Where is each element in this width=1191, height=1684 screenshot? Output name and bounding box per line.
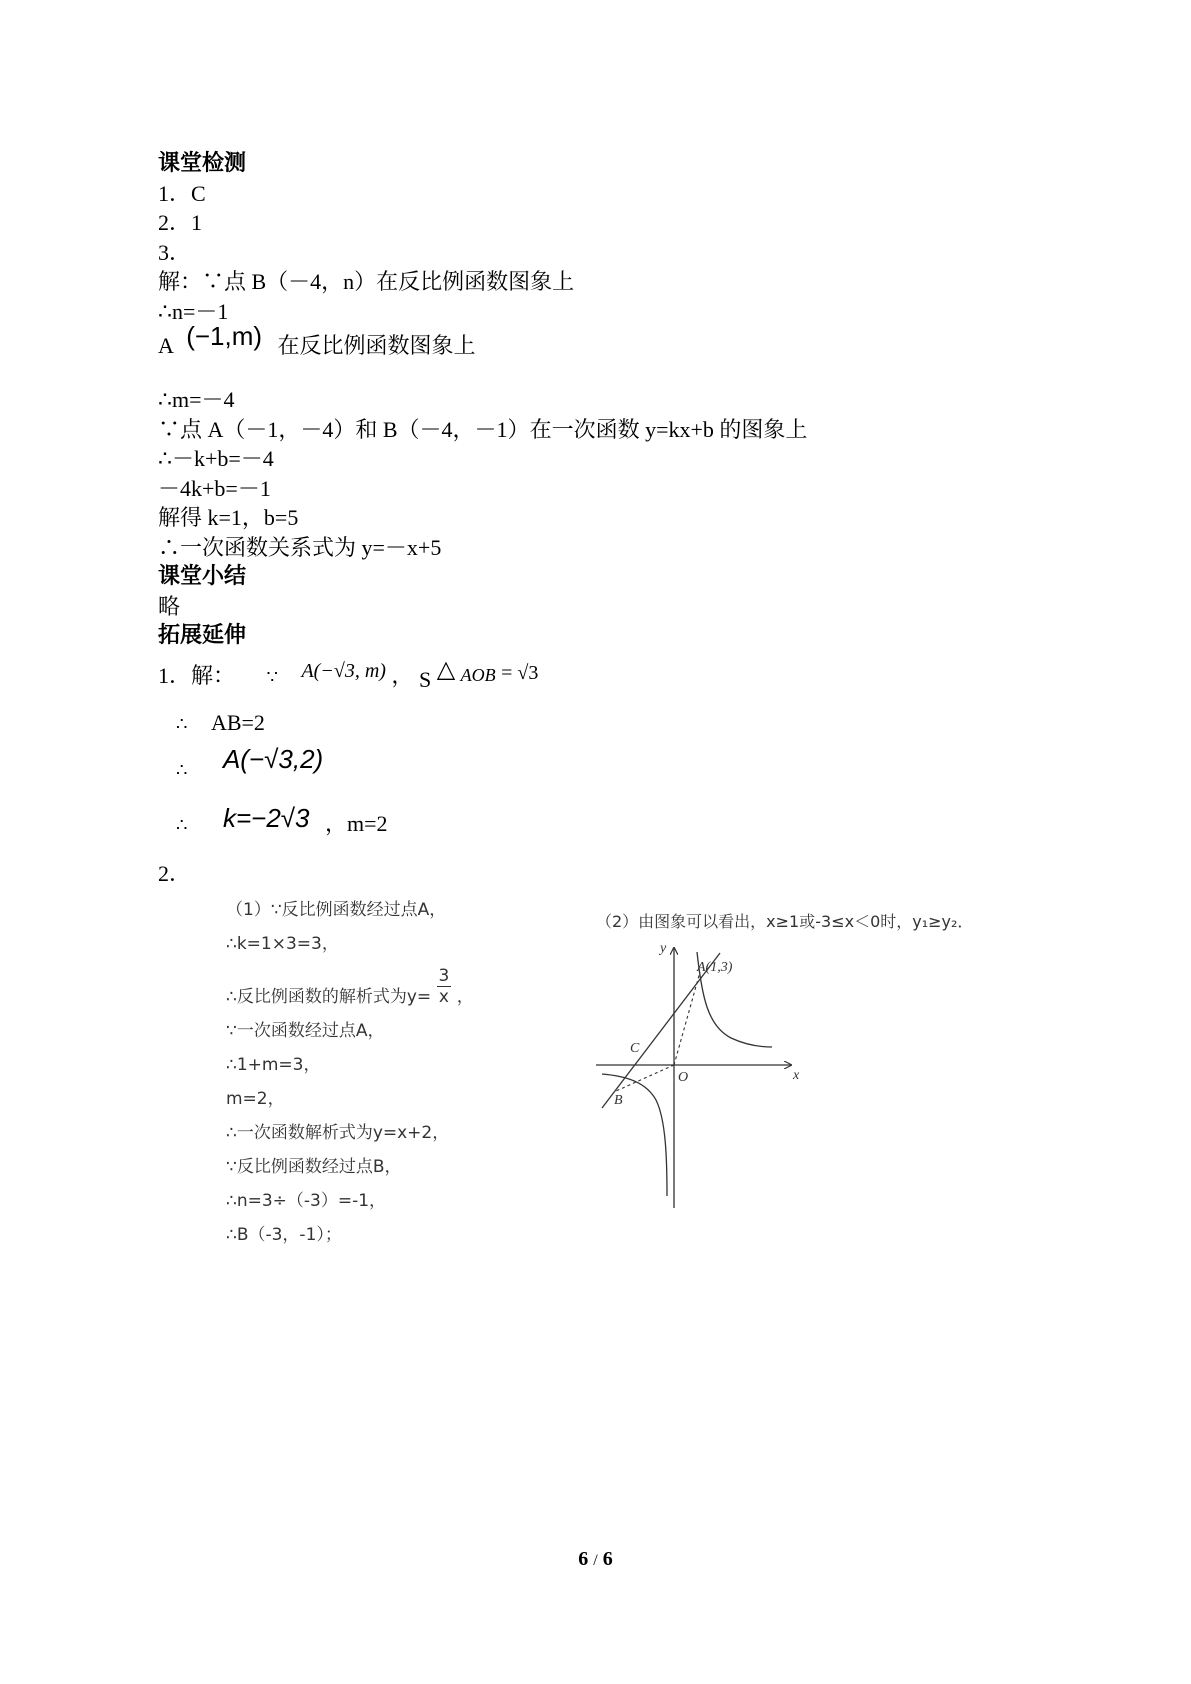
point-b-label: B	[614, 1093, 623, 1108]
problem-1-line-3	[176, 744, 324, 780]
p2-part-2: （2）由图象可以看出，x≥1或-3≤x＜0时，y₁≥y₂．	[596, 912, 974, 931]
triangle-aob: AOB	[460, 665, 496, 685]
page-separator: /	[593, 1552, 598, 1569]
because-symbol: ∵	[266, 667, 278, 687]
y-axis-label: y	[660, 941, 667, 956]
solution-line-1: 解：∵点 B（－4，n）在反比例函数图象上	[158, 269, 575, 294]
p2-step-8: ∵反比例函数经过点B，	[226, 1157, 402, 1177]
ab-equals-2: AB=2	[210, 710, 265, 735]
point-a-sqrt3-m: A(−√3, m)	[301, 660, 386, 682]
point-c-label: C	[630, 1041, 640, 1056]
p2-step-3	[226, 966, 474, 1007]
triangle-symbol: △	[436, 657, 456, 683]
x-axis-label: x	[793, 1068, 800, 1083]
p2-step-9: ∴n=3÷（-3）=-1，	[226, 1191, 387, 1211]
p2-step-3-text: ∴反比例函数的解析式为y=	[226, 986, 432, 1007]
area-s: S	[418, 667, 432, 692]
therefore-symbol: ∴	[176, 760, 188, 780]
function-graph	[596, 940, 806, 1210]
page-current: 6	[578, 1548, 589, 1570]
answer-1: 1．C	[158, 181, 206, 206]
section-heading-summary: 课堂小结	[158, 564, 247, 589]
solution-line-3-text: 在反比例函数图象上	[277, 333, 476, 358]
problem-1-line-4	[176, 804, 388, 835]
solution-line-3	[158, 321, 476, 360]
point-a-label: A	[158, 333, 173, 358]
solution-line-9: ∴一次函数关系式为 y=－x+5	[158, 535, 442, 560]
section-heading-classroom-check: 课堂检测	[158, 151, 247, 176]
line-y-equals-x-plus-2	[602, 953, 720, 1108]
solution-line-8: 解得 k=1，b=5	[158, 505, 299, 530]
p2-step-2: ∴k=1×3=3，	[226, 934, 339, 954]
solution-line-6: ∴－k+b=－4	[158, 446, 274, 471]
therefore-symbol: ∴	[176, 714, 188, 734]
k-value: k=−2√3	[222, 803, 310, 833]
section-heading-extension: 拓展延伸	[158, 623, 247, 648]
p2-step-5: ∴1+m=3，	[226, 1055, 321, 1075]
problem-1-line-2	[176, 709, 265, 738]
point-a-label: A(1,3)	[697, 960, 733, 975]
fraction-3-over-x	[437, 966, 452, 1007]
point-a-coords: (−1,m)	[186, 321, 263, 351]
answer-2: 2．1	[158, 210, 203, 235]
problem-2-label: 2．	[158, 861, 192, 886]
point-a-value: A(−√3,2)	[222, 744, 324, 774]
dashed-line-o-to-a	[674, 972, 700, 1065]
comma: ，	[391, 663, 414, 688]
p2-step-1: （1）∵反比例函数经过点A，	[226, 900, 447, 920]
therefore-symbol: ∴	[176, 815, 188, 835]
page-number	[0, 1548, 1191, 1571]
solution-line-7: －4k+b=－1	[158, 476, 271, 501]
fraction-tail: ，	[456, 986, 474, 1007]
origin-label: O	[678, 1070, 689, 1085]
solution-line-4: ∴m=－4	[158, 387, 235, 412]
m-value: ，m=2	[325, 811, 388, 836]
p2-step-10: ∴B（-3，-1）；	[226, 1225, 342, 1245]
page-total: 6	[602, 1548, 613, 1570]
solution-line-5: ∵点 A（－1，－4）和 B（－4，－1）在一次函数 y=kx+b 的图象上	[158, 417, 808, 442]
problem-1-line-1	[158, 657, 539, 692]
fraction-numerator: 3	[438, 966, 450, 986]
area-equals-sqrt3: = √3	[501, 662, 539, 684]
p2-step-6: m=2，	[226, 1089, 285, 1109]
answer-3-label: 3．	[158, 240, 192, 265]
p2-step-7: ∴一次函数解析式为y=x+2，	[226, 1123, 450, 1143]
solution-line-2: ∴n=－1	[158, 299, 229, 324]
p2-step-4: ∵一次函数经过点A，	[226, 1021, 385, 1041]
hyperbola-branch-negative	[602, 1074, 667, 1196]
fraction-denominator: x	[438, 987, 449, 1007]
summary-content: 略	[158, 594, 181, 619]
problem-1-label: 1．解：	[158, 663, 236, 688]
